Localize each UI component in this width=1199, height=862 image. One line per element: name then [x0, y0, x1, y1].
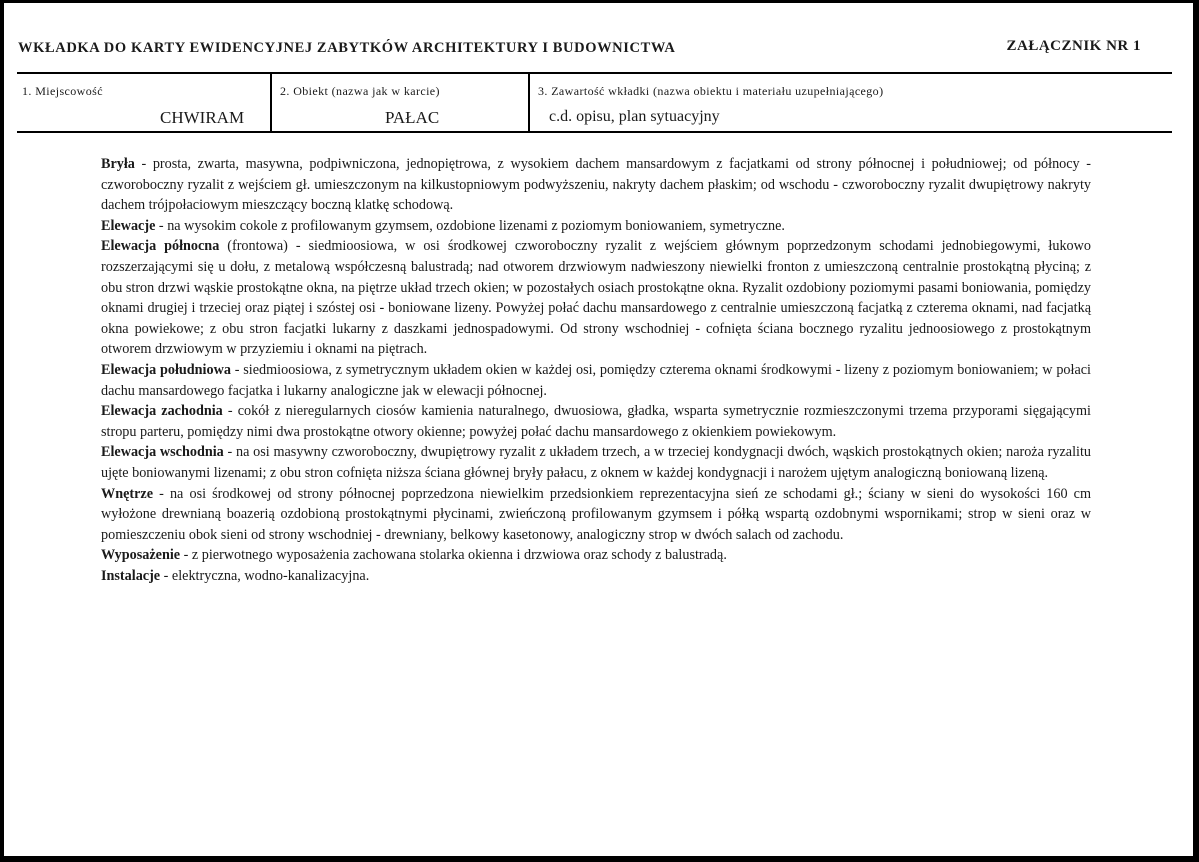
locality-value: CHWIRAM — [160, 108, 245, 127]
section-heading: Elewacja północna — [101, 238, 220, 255]
section-elewacja-zachodnia — [101, 401, 1091, 442]
section-text: (frontowa) - siedmioosiowa, w osi środkowej czworoboczny ryzalit z wejściem głównym poprzedzonym schodami jednobiegowymi, łukowo rozszerzającymi się u dołu, z metalową współczesną balustradą; nad otworem drzwiowym nadwieszony niewielki fronton z umieszczoną centralnie prostokątną płyciną; z obu stron drzwi wąskie prostokątne okna, na piętrze układ trzech okien; w pozostałych osiach prostokątne okna. Ryzalit ozdobiony poziomymi pasami boniowania, pomiędzy oknami drugiej i trzeciej oraz piątej i szóstej osi - boniowane lizeny. Powyżej połać dachu mansardowego z centralnie umieszczoną facjatką z czterema oknami, nad facjatką okna powiekowe; z obu stron facjatki lukarny z daszkami jednospadowymi. Od strony wschodniej - cofnięta ściana bocznego ryzalitu jednoosiowego z prostokątnym otworem drzwiowym w przyziemiu i oknami na piętrach. — [101, 238, 1091, 358]
field-divider-1 — [270, 73, 272, 132]
attachment-number: ZAŁĄCZNIK NR 1 — [1006, 38, 1141, 54]
section-heading: Instalacje — [101, 567, 161, 584]
section-elewacje — [101, 216, 1091, 237]
section-heading: Elewacja wschodnia — [101, 444, 224, 461]
contents-label: 3. Zawartość wkładki (nazwa obiektu i materiału uzupełniającego) — [538, 84, 884, 98]
section-text: - elektryczna, wodno-kanalizacyjna. — [160, 567, 370, 584]
section-heading: Elewacja zachodnia — [101, 403, 223, 420]
card-title: WKŁADKA DO KARTY EWIDENCYJNEJ ZABYTKÓW ARCHITEKTURY I BUDOWNICTWA — [18, 40, 676, 56]
header-rule-top — [17, 72, 1172, 74]
section-text: - na osi środkowej od strony północnej poprzedzona niewielkim przedsionkiem reprezentacyjna sień ze schodami gł.; ściany w sieni do wysokości 160 cm wyłożone drewnianą boazerią ozdobioną prostokątnymi płycinami, zwieńczoną profilowanym gzymsem i półką wspartą ozdobnymi wspornikami; strop w sieni oraz w pomieszczeniu obok sieni od strony wschodniej - drewniany, belkowy kasetonowy, analogiczny strop w dwóch salach od zachodu. — [101, 485, 1091, 543]
section-text: - cokół z nieregularnych ciosów kamienia naturalnego, dwuosiowa, gładka, wsparta symetrycznie rozmieszczonymi trzema przyporami sięgającymi stropu parteru, pomiędzy nimi dwa prostokątne otwory okienne; powyżej połać dachu mansardowego z okienkiem powiekowym. — [101, 403, 1091, 440]
section-heading: Bryła — [101, 156, 135, 172]
field-divider-2 — [528, 73, 530, 132]
section-elewacja-poludniowa — [101, 360, 1091, 401]
section-text: - prosta, zwarta, masywna, podpiwniczona, jednopiętrowa, z wysokiem dachem mansardowym z facjatkami od strony północnej i południowej; od północy - czworoboczny ryzalit z wejściem gł. umieszczonym na kilkustopniowym podwyższeniu, nakryty dachem płaskim; od wschodu - czworoboczny ryzalit dwupiętrowy nakryty dachem trójpołaciowym mieszczący boczną klatkę schodową. — [101, 156, 1091, 214]
section-bryla — [101, 154, 1091, 216]
locality-label: 1. Miejscowość — [22, 84, 103, 98]
contents-value: c.d. opisu, plan sytuacyjny — [549, 108, 720, 125]
header-rule-bottom — [17, 131, 1172, 133]
section-instalacje — [101, 566, 1091, 587]
object-value: PAŁAC — [385, 108, 440, 127]
section-heading: Elewacje — [101, 217, 156, 234]
object-label: 2. Obiekt (nazwa jak w karcie) — [280, 84, 440, 98]
section-text: - z pierwotnego wyposażenia zachowana stolarka okienna i drzwiowa oraz schody z balustradą. — [180, 547, 727, 564]
section-wnetrze — [101, 484, 1091, 546]
section-text: - na wysokim cokole z profilowanym gzymsem, ozdobione lizenami z poziomym boniowaniem, symetryczne. — [155, 217, 785, 234]
section-wyposazenie — [101, 545, 1091, 566]
section-heading: Wnętrze — [101, 485, 153, 502]
section-text: - siedmioosiowa, z symetrycznym układem okien w każdej osi, pomiędzy czterema oknami środkowymi - lizeny z poziomym boniowaniem; w połaci dachu mansardowego facjatka i lukarny analogiczne jak w elewacji północnej. — [101, 361, 1091, 399]
section-heading: Elewacja południowa — [101, 361, 231, 378]
section-text: - na osi masywny czworoboczny, dwupiętrowy ryzalit z układem trzech, a w trzeciej kondygnacji dwóch, wąskich prostokątnych okien; naroża ryzalitu ujęte boniowanymi lizenami; z obu stron cofnięta niższa ściana głównej bryły pałacu, z oknem w każdej kondygnacji i narożem ujętym analogiczną boniowaną lizeną. — [101, 444, 1091, 481]
section-heading: Wyposażenie — [101, 547, 181, 564]
section-elewacja-polnocna — [101, 236, 1091, 360]
description-body — [101, 154, 1091, 586]
section-elewacja-wschodnia — [101, 442, 1091, 483]
